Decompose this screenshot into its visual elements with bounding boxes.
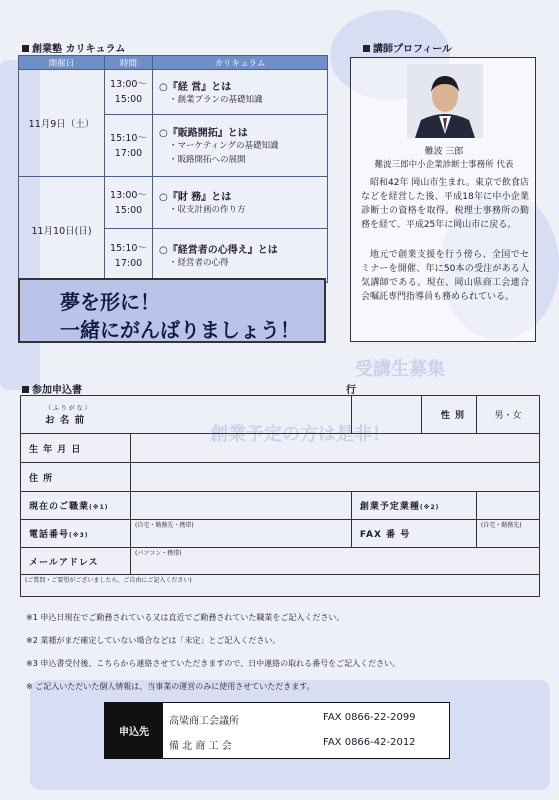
table-row (21, 492, 540, 520)
table-row (19, 70, 328, 115)
lecturer-name: 難波 三郎 (424, 147, 464, 157)
table-row (21, 520, 540, 548)
gender-label: 性 別 (421, 396, 476, 434)
session-time: 15:10～ 17:00 (105, 229, 153, 283)
apply-label: 申込先 (105, 703, 163, 758)
name-input[interactable] (351, 396, 421, 434)
apply-box (104, 702, 450, 759)
email-input[interactable]: (パソコン・携帯) (131, 548, 540, 575)
birthday-input[interactable] (131, 434, 540, 463)
table-row (21, 575, 540, 597)
planned-label: 創業予定業種(※2) (351, 492, 476, 520)
curriculum-table (18, 55, 328, 283)
fax-input[interactable]: (自宅・勤務先) (476, 520, 539, 548)
session-content: ○『販路開拓』とは ・マーケティングの基礎知識 ・販路開拓への展開 (153, 115, 328, 177)
fax-label: FAX 番 号 (351, 520, 476, 548)
job-label: 現在のご職業(※1) (21, 492, 131, 520)
apply-org-1: 高梁商工会議所 (169, 716, 239, 727)
note-2: ※2 業種がまだ確定していない場合などは「未定」とご記入ください。 (26, 636, 281, 645)
profile-box (350, 57, 536, 342)
profile-paragraph-2: 地元で創業支援を行う傍ら、全国でセミナーを開催、年に50本の受注がある人気講師である。現在、岡山県商工会連合会嘱託専門指導員も務められている。 (361, 250, 529, 302)
gender-options[interactable]: 男・女 (476, 396, 539, 434)
apply-fax-1: FAX 0866-22-2099 (323, 712, 416, 723)
apply-org-2: 備 北 商 工 会 (169, 741, 232, 752)
note-3: ※3 申込書受付後、こちらから連絡させていただきますので、日中連絡の取れる番号をご記入ください。 (26, 659, 401, 668)
profile-title: 講師プロフィール (363, 40, 452, 55)
session-content: ○『経 営』とは ・創業プランの基礎知識 (153, 70, 328, 115)
session-content: ○『経営者の心得え』とは ・経営者の心得 (153, 229, 328, 283)
email-label: メールアドレス (21, 548, 131, 575)
session-time: 15:10～ 17:00 (105, 115, 153, 177)
lecturer-photo (407, 64, 483, 138)
note-4: ※ ご記入いただいた個人情報は、当事業の運営のみに使用させていただきます。 (26, 682, 315, 691)
session-time: 13:00～ 15:00 (105, 70, 153, 115)
square-bullet-icon (22, 386, 29, 393)
table-row (21, 396, 540, 434)
table-row (21, 463, 540, 492)
form-title: 参加申込書 (22, 381, 82, 396)
application-form (20, 395, 540, 597)
birthday-label: 生 年 月 日 (21, 434, 131, 463)
background-text: 創業予定の方は是非！ (210, 424, 390, 445)
address-input[interactable] (131, 463, 540, 492)
table-row (19, 177, 328, 229)
square-bullet-icon (22, 45, 29, 52)
lecturer-office: 難波三郎中小企業診断士事務所 代表 (374, 160, 514, 170)
note-1: ※1 申込日現在でご勤務されている又は直近でご勤務されていた職業をご記入ください。 (26, 613, 345, 622)
day-date: 11月10日(日) (19, 177, 105, 283)
address-label: 住 所 (21, 463, 131, 492)
header-date: 開催日 (19, 56, 105, 70)
phone-label: 電話番号(※3) (21, 520, 131, 548)
square-bullet-icon (363, 45, 370, 52)
apply-fax-2: FAX 0866-42-2012 (323, 737, 416, 748)
header-time: 時間 (105, 56, 153, 70)
curriculum-title: 創業塾 カリキュラム (22, 40, 125, 55)
planned-input[interactable] (476, 492, 539, 520)
phone-input[interactable]: (自宅・勤務先・携帯) (131, 520, 352, 548)
table-row (21, 548, 540, 575)
header-content: カリキュラム (153, 56, 328, 70)
profile-paragraph-1: 昭和42年 岡山市生まれ。東京で飲食店などを経営した後、平成18年に中小企業診断士の資格を取得。税理士事務所の勤務を経て、平成25年に岡山市に戻る。 (361, 178, 529, 230)
table-row (21, 434, 540, 463)
session-time: 13:00～ 15:00 (105, 177, 153, 229)
session-content: ○『財 務』とは ・収支計画の作り方 (153, 177, 328, 229)
day-date: 11月9日（土） (19, 70, 105, 177)
slogan-box (18, 278, 326, 343)
name-field[interactable]: （ ふ り が な ） お 名 前 (21, 396, 352, 434)
job-input[interactable] (131, 492, 352, 520)
slogan-line-2: 一緒にがんばりましょう！ (60, 318, 300, 342)
background-text: 受講生募集 (355, 359, 445, 380)
form-suffix: 行 (346, 385, 356, 396)
remarks-input[interactable]: (ご質問・ご要望がございましたら、ご自由にご記入ください) (21, 575, 540, 597)
slogan-line-1: 夢を形に！ (60, 290, 160, 314)
